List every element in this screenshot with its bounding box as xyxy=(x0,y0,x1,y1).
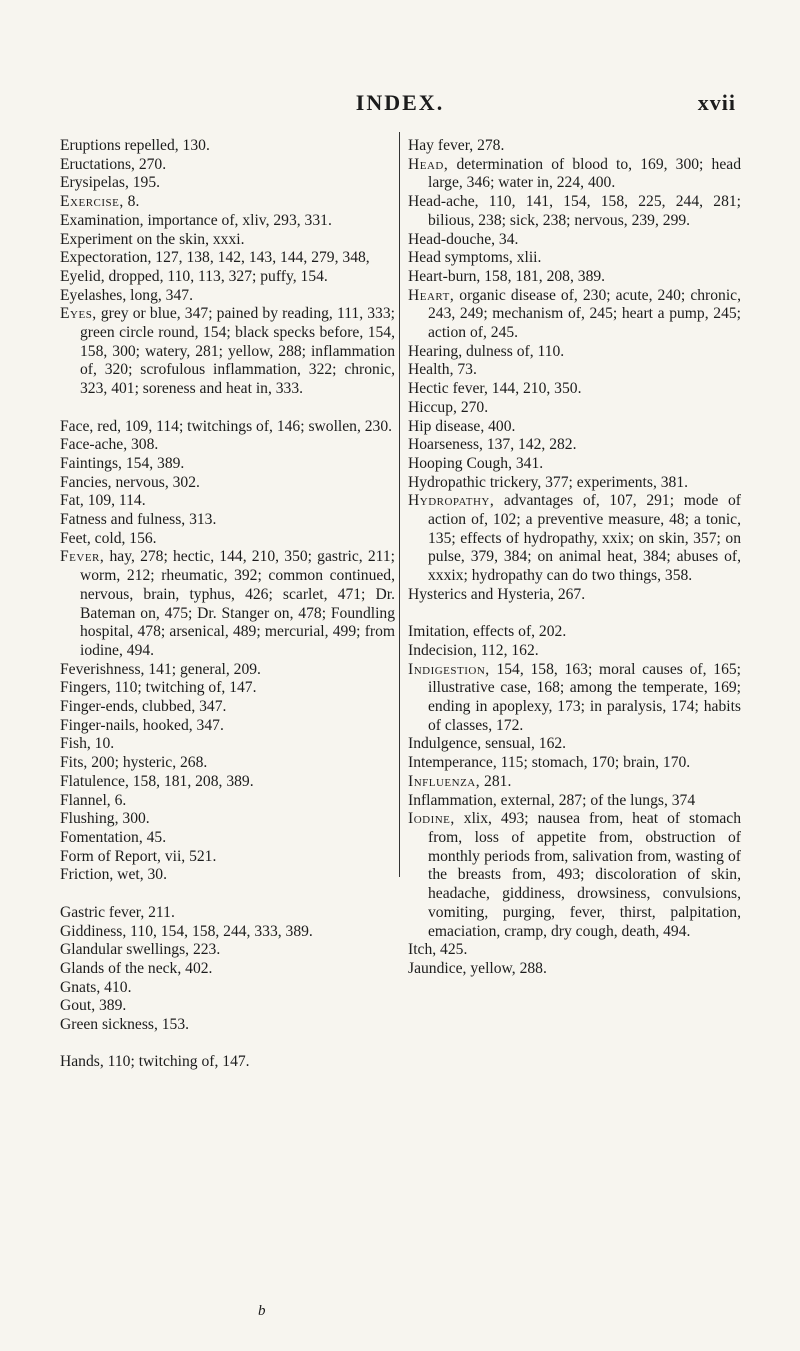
index-entry xyxy=(408,773,741,792)
index-entry xyxy=(408,941,741,960)
entry-heading: Gastric xyxy=(60,903,106,921)
entry-heading: Heart-burn, xyxy=(408,267,481,285)
entry-heading: Fish, xyxy=(60,735,91,753)
entry-references: 10. xyxy=(90,735,115,753)
entry-references: and Hysteria, 267. xyxy=(466,585,586,603)
index-entry xyxy=(60,436,395,455)
index-entry xyxy=(60,418,395,437)
entry-references: advantages of, 107, 291; mode of action of, 102; a preventive measure, 48; a tonic, 135; effects of hydropathy, xxix; on skin, 357; on pulse, 379, 384; on animal heat, 384; abuses of, xxxix; hydropathy can do two things, 358. xyxy=(428,492,741,585)
entry-heading: Hydropathic xyxy=(408,473,486,491)
entry-references: 112, 162. xyxy=(476,641,539,659)
entry-references: 195. xyxy=(128,174,161,192)
entry-references: clubbed, 347. xyxy=(138,698,227,716)
index-entry xyxy=(408,380,741,399)
entry-heading: Fat, xyxy=(60,492,84,510)
index-entry xyxy=(408,492,741,586)
index-entry xyxy=(60,960,395,979)
entry-heading: Hooping xyxy=(408,454,463,472)
page-title: INDEX. xyxy=(355,90,445,115)
entry-heading: Hay xyxy=(408,137,434,154)
index-entry xyxy=(60,810,395,829)
entry-heading: Fingers, xyxy=(60,679,111,697)
index-entry xyxy=(60,848,395,867)
entry-references: disease, 400. xyxy=(431,417,516,435)
entry-references: 6. xyxy=(110,791,127,809)
entry-heading: Friction, xyxy=(60,866,114,884)
index-entry xyxy=(60,530,395,549)
section-gap xyxy=(60,399,395,418)
entry-heading: Eructations, xyxy=(60,155,135,173)
entry-references: external, 287; of the lungs, 374 xyxy=(496,791,696,809)
entry-heading: Fits, xyxy=(60,754,88,772)
index-entry xyxy=(60,474,395,493)
entry-heading: Hysterics xyxy=(408,585,467,603)
entry-references: importance of, xliv, 293, 331. xyxy=(143,211,332,229)
entry-references: of Report, vii, 521. xyxy=(93,847,217,865)
entry-references: nervous, 302. xyxy=(111,473,200,491)
entry-heading: Experiment xyxy=(60,230,133,248)
entry-references: 300. xyxy=(118,810,150,828)
entry-references: 110; twitching of, 147. xyxy=(103,1053,250,1071)
index-entry xyxy=(408,418,741,437)
entry-heading: Hectic xyxy=(408,380,449,398)
index-entry xyxy=(60,174,395,193)
entry-heading: Hydropathy, xyxy=(408,492,495,510)
index-entry xyxy=(408,735,741,754)
index-entry xyxy=(60,829,395,848)
entry-heading: Glands xyxy=(60,959,105,977)
entry-references: 110, 154, 158, 244, 333, 389. xyxy=(126,922,313,940)
section-gap xyxy=(408,605,741,624)
index-entry xyxy=(60,941,395,960)
entry-references: 425. xyxy=(436,941,468,959)
index-entry xyxy=(60,904,395,923)
entry-heading: Form xyxy=(60,847,94,865)
index-entry xyxy=(60,231,395,250)
entry-references: trickery, 377; experiments, 381. xyxy=(485,473,689,491)
entry-heading: Health, xyxy=(408,361,454,379)
entry-heading: Jaundice, xyxy=(408,959,467,977)
index-entry xyxy=(60,268,395,287)
index-entry xyxy=(60,511,395,530)
entry-heading: Eyelid, xyxy=(60,267,105,285)
entry-heading: Fancies, xyxy=(60,473,112,491)
index-column-right xyxy=(408,137,741,979)
entry-heading: Exercise, xyxy=(60,193,124,211)
entry-references: 45. xyxy=(142,829,167,846)
entry-references: fever, 144, 210, 350. xyxy=(448,380,582,398)
entry-heading: Gnats, xyxy=(60,978,101,996)
index-entry xyxy=(60,548,395,660)
entry-references: 410. xyxy=(100,978,132,996)
entry-references: hooked, 347. xyxy=(138,716,224,734)
entry-heading: Fever, xyxy=(60,548,105,566)
entry-references: 308. xyxy=(127,436,159,454)
entry-references: 158, 181, 208, 389. xyxy=(128,772,254,790)
entry-references: Cough, 341. xyxy=(462,454,544,472)
entry-heading: Eyelashes, xyxy=(60,286,127,304)
entry-references: cold, 156. xyxy=(90,529,157,547)
entry-heading: Green xyxy=(60,1016,99,1034)
index-entry xyxy=(60,455,395,474)
section-gap xyxy=(60,885,395,904)
entry-references: hay, 278; hectic, 144, 210, 350; gastric, 211; worm, 212; rheumatic, 392; common continued, nervous, brain, typhus, 426; scarlet, 471; Dr. Bateman on, 475; Dr. Stanger on, 478; Foundling hospital, 478; arsenical, 489; mercurial, 499; from iodine, 494. xyxy=(80,548,395,659)
index-entry xyxy=(408,623,741,642)
entry-references: 389. xyxy=(95,997,127,1015)
entry-heading: Eyes, xyxy=(60,305,97,323)
entry-heading: Hip xyxy=(408,417,432,435)
entry-heading: Hearing, xyxy=(408,342,463,360)
entry-references: 8. xyxy=(123,193,140,211)
index-entry xyxy=(60,1016,395,1035)
entry-references: 109, 114. xyxy=(83,492,146,510)
entry-references: effects of, 202. xyxy=(469,623,567,641)
page-number: xvii xyxy=(697,90,736,115)
index-entry xyxy=(60,773,395,792)
entry-references: dropped, 110, 113, 327; puffy, 154. xyxy=(104,267,328,285)
index-entry xyxy=(408,455,741,474)
entry-heading: Head-douche, xyxy=(408,230,496,248)
entry-references: sensual, 162. xyxy=(481,735,567,753)
entry-references: 270. xyxy=(134,155,167,173)
entry-heading: Expectoration, xyxy=(60,249,152,267)
index-entry xyxy=(60,923,395,942)
entry-references: 73. xyxy=(453,361,477,379)
entry-heading: Gout, xyxy=(60,997,96,1015)
entry-references: 110, 141, 154, 158, 225, 244, 281; bilious, 238; sick, 238; nervous, 239, 299. xyxy=(428,193,741,229)
entry-heading: Head xyxy=(408,249,441,267)
entry-heading: Inflammation, xyxy=(408,791,497,809)
entry-references: 200; hysteric, 268. xyxy=(87,754,208,772)
entry-heading: Iodine, xyxy=(408,810,455,828)
entry-heading: Indecision, xyxy=(408,641,477,659)
entry-references: xlix, 493; nausea from, heat of stomach from, loss of appetite from, obstruction of monthly periods from, salivation from, wasting of the breasts from, 493; discoloration of skin, headache, giddiness, drowsiness, convulsions, vomiting, purging, fever, thirst, palpitation, emaciation, cramp, dry cough, death, 494. xyxy=(428,810,741,940)
index-entry xyxy=(408,642,741,661)
index-entry xyxy=(408,810,741,941)
entry-heading: Fomentation, xyxy=(60,829,143,846)
entry-heading: Hiccup, xyxy=(408,398,457,416)
entry-heading: Imitation, xyxy=(408,623,470,641)
entry-references: wet, 30. xyxy=(113,866,167,884)
index-entry xyxy=(408,361,741,380)
index-column-left xyxy=(60,137,395,1072)
entry-references: 34. xyxy=(495,230,519,248)
index-entry xyxy=(60,698,395,717)
index-entry xyxy=(408,137,741,156)
entry-references: 137, 142, 282. xyxy=(482,436,577,454)
entry-heading: Face, xyxy=(60,417,94,435)
entry-references: 127, 138, 142, 143, 144, 279, 348, xyxy=(151,249,370,267)
index-entry xyxy=(60,717,395,736)
index-entry xyxy=(408,399,741,418)
index-entry xyxy=(408,193,741,230)
index-entry xyxy=(60,661,395,680)
index-entry xyxy=(60,249,395,268)
entry-references: fever, 278. xyxy=(433,137,505,154)
index-entry xyxy=(408,960,741,979)
entry-references: 115; stomach, 170; brain, 170. xyxy=(496,754,691,772)
index-entry xyxy=(408,474,741,493)
entry-references: 154, 158, 163; moral causes of, 165; illustrative case, 168; among the temperate, 169; ending in apoplexy, 173; in paralysis, 174; habits of classes, 172. xyxy=(428,660,741,734)
entry-references: long, 347. xyxy=(126,286,193,304)
entry-references: red, 109, 114; twitchings of, 146; swollen, 230. xyxy=(93,417,393,435)
entry-references: and fulness, 313. xyxy=(106,511,217,529)
index-entry xyxy=(408,156,741,193)
index-entry xyxy=(60,137,395,156)
index-entry xyxy=(60,1053,395,1072)
index-entry xyxy=(60,287,395,306)
index-entry xyxy=(60,997,395,1016)
entry-heading: Heart, xyxy=(408,286,455,304)
entry-heading: Examination, xyxy=(60,211,144,229)
entry-references: 110; twitching of, 147. xyxy=(110,679,257,697)
entry-heading: Finger-nails, xyxy=(60,716,139,734)
index-entry xyxy=(60,193,395,212)
entry-heading: Feet, xyxy=(60,529,91,547)
entry-heading: Eruptions repelled, xyxy=(60,137,179,154)
entry-heading: Hands, xyxy=(60,1053,104,1071)
entry-references: dulness of, 110. xyxy=(462,342,565,360)
entry-heading: Intemperance, xyxy=(408,754,497,772)
index-entry xyxy=(408,268,741,287)
entry-heading: Itch, xyxy=(408,941,437,959)
index-entry xyxy=(408,343,741,362)
index-entry xyxy=(60,305,395,399)
entry-references: fever, 211. xyxy=(105,903,175,921)
entry-heading: Flushing, xyxy=(60,810,119,828)
entry-heading: Head-ache, xyxy=(408,193,479,211)
entry-references: 130. xyxy=(178,137,210,154)
entry-heading: Faintings, xyxy=(60,454,122,472)
entry-references: 141; general, 209. xyxy=(144,660,261,678)
entry-references: symptoms, xlii. xyxy=(440,249,542,267)
page-header xyxy=(0,90,800,120)
entry-heading: Hoarseness, xyxy=(408,436,483,454)
signature-mark: b xyxy=(258,1303,266,1319)
entry-references: 270. xyxy=(456,398,489,416)
column-divider xyxy=(399,132,400,877)
index-entry xyxy=(408,792,741,811)
entry-heading: Head, xyxy=(408,155,449,173)
entry-references: grey or blue, 347; pained by reading, 111, 333; green circle round, 154; black specks before, 154, 158, 300; watery, 281; yellow, 288; inflammation of, 320; scrofulous inflammation, 322; chronic, 323, 401; soreness and heat in, 333. xyxy=(80,305,395,398)
entry-references: on the skin, xxxi. xyxy=(132,230,245,248)
entry-references: organic disease of, 230; acute, 240; chronic, 243, 249; mechanism of, 245; heart a pump, 245; action of, 245. xyxy=(428,286,741,342)
index-entry xyxy=(60,866,395,885)
entry-heading: Fatness xyxy=(60,511,107,529)
entry-heading: Glandular xyxy=(60,941,123,959)
entry-references: of the neck, 402. xyxy=(104,959,213,977)
index-entry xyxy=(408,287,741,343)
entry-heading: Flannel, xyxy=(60,791,111,809)
entry-references: swellings, 223. xyxy=(122,941,221,959)
index-entry xyxy=(60,156,395,175)
index-entry xyxy=(60,792,395,811)
entry-references: 158, 181, 208, 389. xyxy=(480,267,606,285)
index-entry xyxy=(408,436,741,455)
index-entry xyxy=(408,754,741,773)
entry-references: determination of blood to, 169, 300; head large, 346; water in, 224, 400. xyxy=(428,155,741,192)
entry-references: 281. xyxy=(480,772,512,790)
entry-heading: Indigestion, xyxy=(408,660,490,678)
index-entry xyxy=(60,735,395,754)
index-entry xyxy=(408,249,741,268)
section-gap xyxy=(60,1035,395,1054)
entry-heading: Giddiness, xyxy=(60,922,127,940)
entry-heading: Indulgence, xyxy=(408,735,482,753)
index-entry xyxy=(60,979,395,998)
entry-references: sickness, 153. xyxy=(98,1016,190,1034)
entry-heading: Erysipelas, xyxy=(60,174,129,192)
entry-references: 154, 389. xyxy=(121,454,185,472)
index-entry xyxy=(60,754,395,773)
index-entry xyxy=(408,661,741,736)
index-entry xyxy=(408,586,741,605)
index-entry xyxy=(408,231,741,250)
entry-heading: Feverishness, xyxy=(60,660,145,678)
index-entry xyxy=(60,212,395,231)
entry-heading: Influenza, xyxy=(408,772,481,790)
index-entry xyxy=(60,679,395,698)
entry-heading: Flatulence, xyxy=(60,772,129,790)
entry-references: yellow, 288. xyxy=(466,959,547,977)
entry-heading: Finger-ends, xyxy=(60,698,139,716)
index-entry xyxy=(60,492,395,511)
entry-heading: Face-ache, xyxy=(60,436,128,454)
